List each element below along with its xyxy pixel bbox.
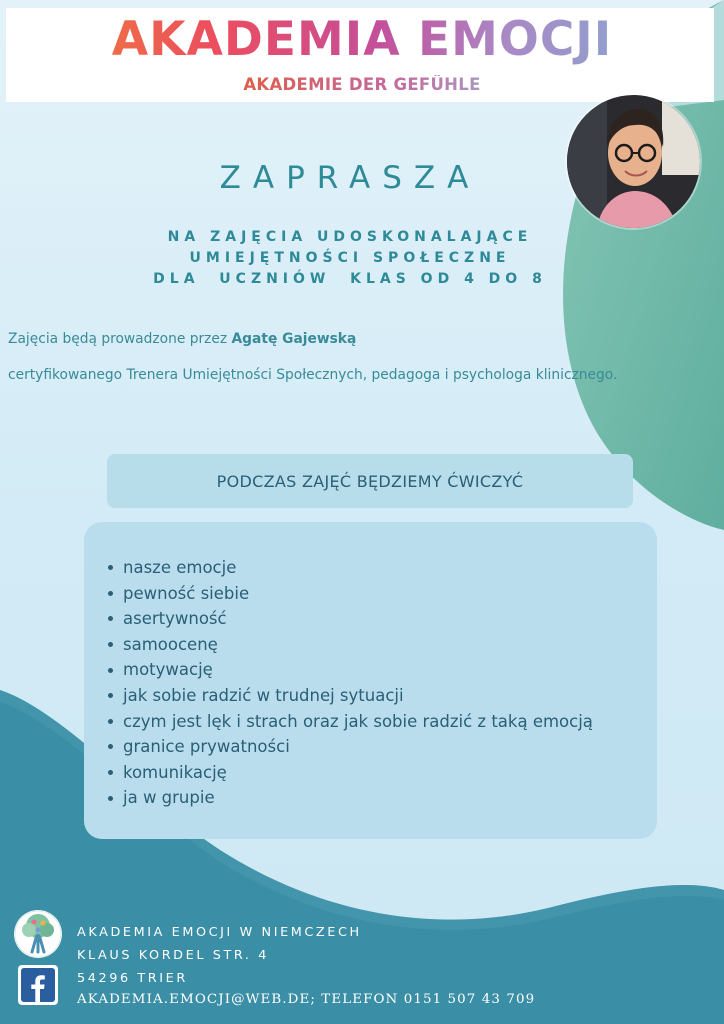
bullet-icon [108, 591, 113, 596]
brand-title: AKADEMIA EMOCJI [0, 10, 724, 70]
footer-org: AKADEMIA EMOCJI W NIEMCZECH [77, 925, 362, 940]
brand-subtitle: AKADEMIE DER GEFÜHLE [0, 75, 724, 94]
intro-line-1 [8, 331, 356, 347]
bullet-icon [108, 616, 113, 621]
list-item: motywację [108, 657, 593, 683]
list-item: czym jest lęk i strach oraz jak sobie radzić z taką emocją [108, 709, 593, 735]
bullet-icon [108, 796, 113, 801]
invite-line-2: UMIEJĘTNOŚCI SPOŁECZNE [189, 250, 511, 266]
trainer-name: Agatę Gajewską [231, 331, 357, 347]
bullet-icon [108, 642, 113, 647]
section-header [107, 454, 633, 508]
footer-city: 54296 TRIER [77, 971, 188, 986]
invite-line-3: DLA UCZNIÓW KLAS OD 4 DO 8 [153, 271, 547, 287]
list-item: asertywność [108, 606, 593, 632]
bullet-icon [108, 565, 113, 570]
list-item: ja w grupie [108, 785, 593, 811]
bullet-icon [108, 719, 113, 724]
list-item: pewność siebie [108, 581, 593, 607]
footer-contact[interactable]: AKADEMIA.EMOCJI@WEB.DE; TELEFON 0151 507 43 709 [77, 992, 536, 1007]
avatar [567, 95, 700, 228]
bullet-icon [108, 744, 113, 749]
footer-street: KLAUS KORDEL STR. 4 [77, 948, 269, 963]
list-item: jak sobie radzić w trudnej sytuacji [108, 683, 593, 709]
bullet-icon [108, 693, 113, 698]
list-item: nasze emocje [108, 555, 593, 581]
intro-line-2: certyfikowanego Trenera Umiejętności Społecznych, pedagoga i psychologa klinicznego. [8, 367, 618, 383]
skills-list [108, 555, 593, 811]
invite-line-1: NA ZAJĘCIA UDOSKONALAJĄCE [167, 229, 533, 245]
skills-box [84, 522, 657, 839]
portrait-illustration [567, 95, 700, 228]
section-title: PODCZAS ZAJĘĆ BĘDZIEMY ĆWICZYĆ [216, 471, 524, 491]
invite-headline: ZAPRASZA [219, 160, 481, 196]
list-item: granice prywatności [108, 734, 593, 760]
facebook-icon[interactable] [18, 965, 58, 1005]
bullet-icon [108, 668, 113, 673]
tree-logo-icon [14, 910, 62, 958]
bullet-icon [108, 770, 113, 775]
list-item: samoocenę [108, 632, 593, 658]
intro-prefix: Zajęcia będą prowadzone przez [8, 331, 232, 347]
list-item: komunikację [108, 760, 593, 786]
